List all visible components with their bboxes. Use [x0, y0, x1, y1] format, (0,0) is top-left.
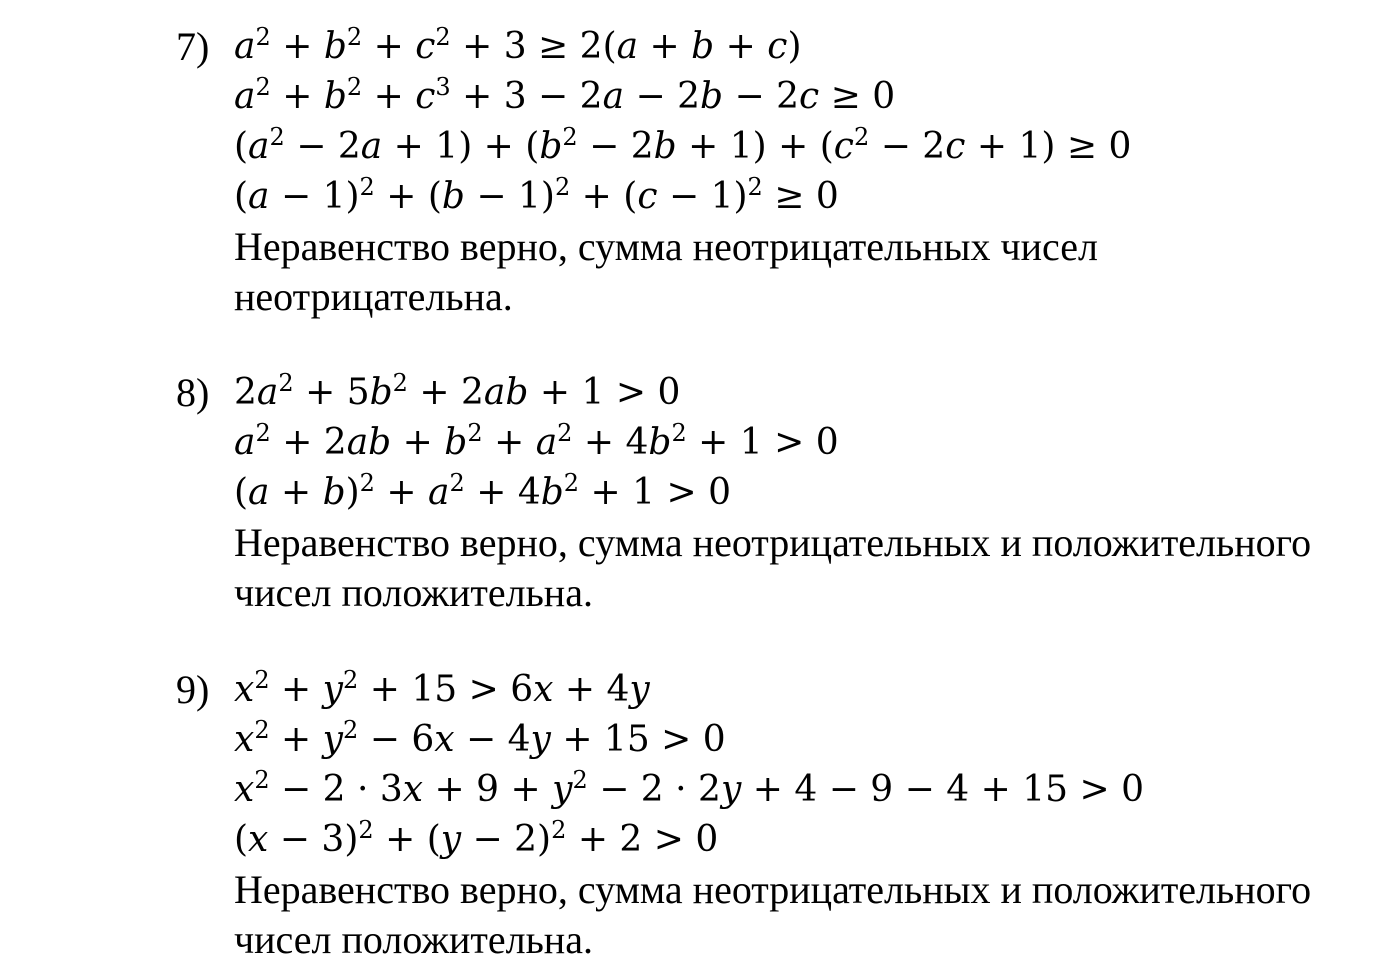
solution-lines	[234, 22, 1400, 322]
solution-lines	[234, 368, 1400, 618]
problem-number: 9)	[176, 667, 210, 712]
formula-line: $(a - 1)^2 + (b - 1)^2 + (c - 1)^2 \ge 0$	[234, 172, 839, 217]
conclusion-line: чисел положительна.	[234, 570, 593, 615]
formula-line: $(a + b)^2 + a^2 + 4b^2 + 1 > 0$	[234, 468, 731, 513]
formula-line: $x^2 + y^2 + 15 > 6x + 4y$	[234, 665, 650, 710]
formula-line: $(a^2 - 2a + 1) + (b^2 - 2b + 1) + (c^2 - 2c + 1) \ge 0$	[234, 122, 1132, 167]
formula-line: $a^2 + 2ab + b^2 + a^2 + 4b^2 + 1 > 0$	[234, 418, 839, 463]
formula-line: $(x - 3)^2 + (y - 2)^2 + 2 > 0$	[234, 815, 719, 860]
formula-line: $2a^2 + 5b^2 + 2ab + 1 > 0$	[234, 368, 681, 413]
formula-line: $x^2 - 2 \cdot 3x + 9 + y^2 - 2 \cdot 2y + 4 - 9 - 4 + 15 > 0$	[234, 765, 1144, 810]
conclusion-line: неотрицательна.	[234, 274, 513, 319]
solution-lines	[234, 665, 1400, 965]
conclusion-line: чисел положительна.	[234, 917, 593, 962]
formula-line: $a^2 + b^2 + c^2 + 3 \ge 2(a + b + c)$	[234, 22, 802, 67]
conclusion-line: Неравенство верно, сумма неотрицательных и положительного	[234, 867, 1312, 912]
problem-number: 7)	[176, 24, 210, 69]
formula-line: $x^2 + y^2 - 6x - 4y + 15 > 0$	[234, 715, 726, 760]
conclusion-line: Неравенство верно, сумма неотрицательных чисел	[234, 224, 1099, 269]
conclusion-line: Неравенство верно, сумма неотрицательных и положительного	[234, 520, 1312, 565]
problem-number: 8)	[176, 370, 210, 415]
formula-line: $a^2 + b^2 + c^3 + 3 - 2a - 2b - 2c \ge 0$	[234, 72, 896, 117]
